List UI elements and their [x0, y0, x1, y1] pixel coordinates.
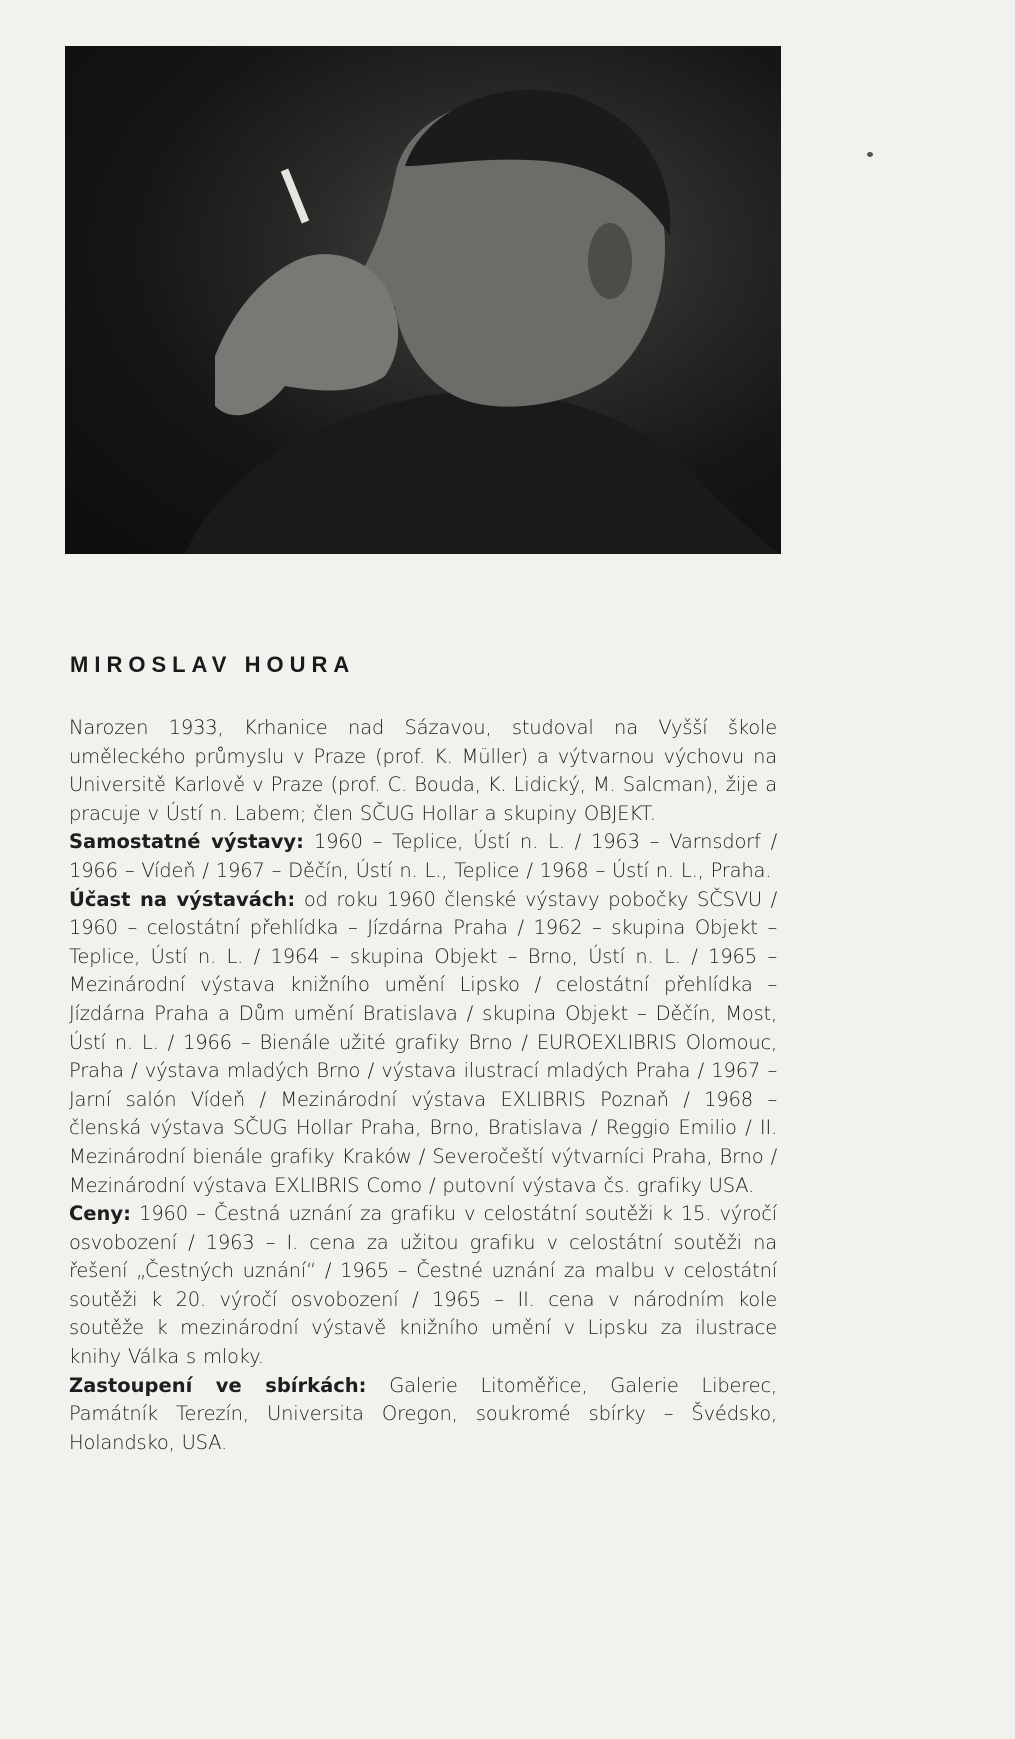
- paper-speck: [867, 152, 873, 157]
- section-label: Účast na výstavách:: [69, 887, 296, 911]
- section-label: Samostatné výstavy:: [69, 830, 304, 854]
- section-label: Zastoupení ve sbírkách:: [69, 1373, 367, 1397]
- section-text: 1960 – Teplice, Ústí n. L. / 1963 – Varnsdorf / 1966 – Vídeň / 1967 – Děčín, Ústí n. L., Teplice / 1968 – Ústí n. L., Praha.: [69, 830, 777, 882]
- artist-portrait-photo: [65, 46, 781, 554]
- section-text: Galerie Litoměřice, Galerie Liberec, Památník Terezín, Universita Oregon, soukromé sbírky – Švédsko, Holandsko, USA.: [69, 1373, 777, 1454]
- bio-section-awards: [69, 1200, 777, 1372]
- portrait-silhouette-icon: [65, 46, 781, 554]
- section-label: Ceny:: [69, 1202, 131, 1226]
- bio-section-collections: [69, 1372, 777, 1458]
- section-text: od roku 1960 členské výstavy pobočky SČSVU / 1960 – celostátní přehlídka – Jízdárna Praha / 1962 – skupina Objekt – Teplice, Ústí n. L. / 1964 – skupina Objekt – Brno, Ústí n. L. / 1965 – Mezinárodní výstava knižního umění Lipsko / celostátní přehlídka – Jízdárna Praha a Dům umění Bratislava / skupina Objekt – Děčín, Most, Ústí n. L. / 1966 – Bienále užité grafiky Brno / EUROEXLIBRIS Olomouc, Praha / výstava mladých Brno / výstava ilustrací mladých Praha / 1967 – Jarní salón Vídeň / Mezinárodní výstava EXLIBRIS Poznaň / 1968 – členská výstava SČUG Hollar Praha, Brno, Bratislava / Reggio Emilio / II. Mezinárodní bienále grafiky Kraków / Severočeští výtvarníci Praha, Brno / Mezinárodní výstava EXLIBRIS Como / putovní výstava čs. grafiky USA.: [69, 887, 777, 1197]
- bio-section-solo-exhibitions: [69, 828, 777, 885]
- biography-text: [69, 714, 777, 1457]
- bio-intro: Narozen 1933, Krhanice nad Sázavou, studoval na Vyšší škole uměleckého průmyslu v Praze (prof. K. Müller) a výtvarnou výchovu na Universitě Karlově v Praze (prof. C. Bouda, K. Lidický, M. Salcman), žije a pracuje v Ústí n. Labem; člen SČUG Hollar a skupiny OBJEKT.: [69, 716, 777, 825]
- bio-section-group-exhibitions: [69, 886, 777, 1201]
- section-text: 1960 – Čestná uznání za grafiku v celostátní soutěži k 15. výročí osvobození / 1963 – I. cena za užitou grafiku v celostátní soutěži na řešení „Čestných uznání“ / 1965 – Čestné uznání za malbu v celostátní soutěži k 20. výročí osvobození / 1965 – II. cena v národním kole soutěže k mezinárodní výstavě knižního umění v Lipsku za ilustrace knihy Válka s mloky.: [69, 1202, 777, 1369]
- artist-name-heading: MIROSLAV HOURA: [70, 652, 356, 677]
